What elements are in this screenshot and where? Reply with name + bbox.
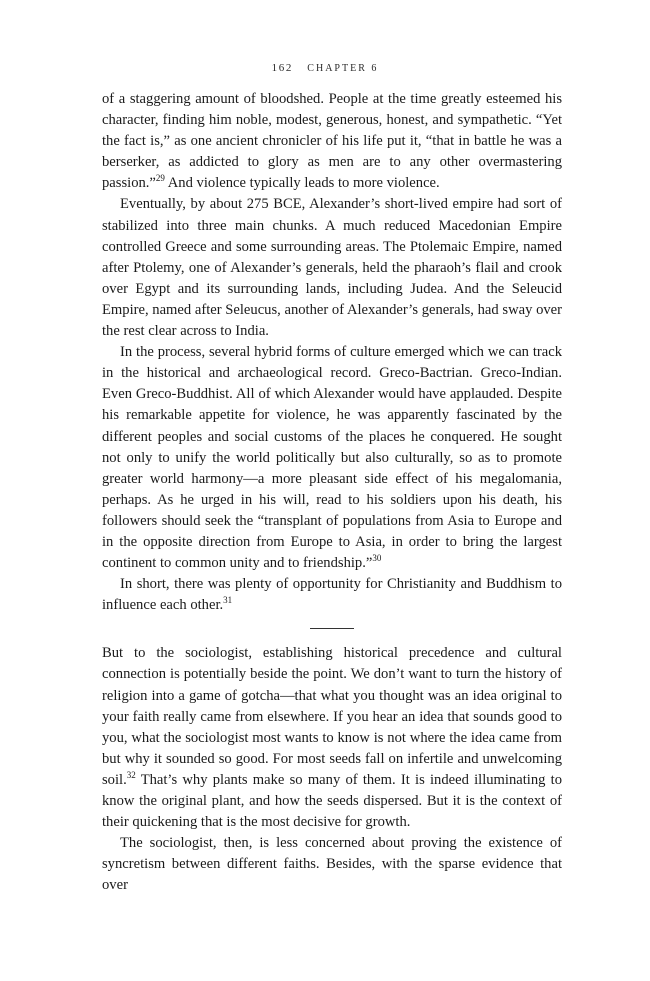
paragraph — [102, 643, 562, 833]
body-text — [102, 89, 562, 896]
paragraph — [102, 833, 562, 896]
footnote-marker: 31 — [223, 595, 233, 606]
chapter-label: CHAPTER 6 — [307, 63, 379, 74]
footnote-marker: 29 — [155, 173, 165, 184]
paragraph-text: In the process, several hybrid forms of culture emerged which we can track in the historical and archaeological record. Greco-Bactrian. Greco-Indian. Even Greco-Buddhist. All of which Alexander would have applauded. Despite his remarkable appetite for violence, he was apparently fascinated by the different peoples and social customs of the places he conquered. He sought not only to unify the world politically but also culturally, so as to promote greater world harmony—a more pleasant side effect of his megalomania, perhaps. As he urged in his will, read to his soldiers upon his death, his followers should seek the “transplant of populations from Asia to Europe and in the opposite direction from Europe to Asia, in order to bring the largest continent to common unity and to friendship.” — [102, 344, 562, 572]
running-head — [0, 62, 650, 74]
paragraph-text: In short, there was plenty of opportunity for Christianity and Buddhism to influence each other. — [102, 576, 562, 614]
footnote-marker: 32 — [126, 769, 136, 780]
paragraph — [102, 89, 562, 194]
paragraph-text: Eventually, by about 275 BCE, Alexander’s short-lived empire had sort of stabilized into three main chunks. A much reduced Macedonian Empire controlled Greece and some surrounding areas. The Ptolemaic Empire, named after Ptolemy, one of Alexander’s generals, held the pharaoh’s flail and crook over Egypt and its surrounding lands, including Judea. And the Seleucid Empire, named after Seleucus, another of Alexander’s generals, had sway over the rest clear across to India. — [102, 196, 562, 340]
paragraph-text: The sociologist, then, is less concerned about proving the existence of syncretism between different faiths. Besides, with the sparse evidence that over — [102, 835, 562, 894]
paragraph-text: And violence typically leads to more violence. — [164, 175, 440, 192]
paragraph-text: But to the sociologist, establishing historical precedence and cultural connection is potentially beside the point. We don’t want to turn the history of religion into a game of gotcha—that what you thought was an idea original to your faith really came from elsewhere. If you hear an idea that sounds good to you, what the sociologist most wants to know is not where the idea came from but why it sounded so good. For most seeds fall on infertile and unwelcoming soil. — [102, 645, 562, 788]
paragraph-text: That’s why plants make so many of them. It is indeed illuminating to know the original plant, and how the seeds dispersed. But it is the context of their quickening that is the most decisive for growth. — [102, 771, 562, 831]
paragraph-text: of a staggering amount of bloodshed. People at the time greatly esteemed his character, finding him noble, modest, generous, honest, and sympathetic. “Yet the fact is,” as one ancient chronicler of his life put it, “that in battle he was a berserker, as addicted to glory as men are to any other overmastering passion.” — [102, 91, 562, 192]
footnote-marker: 30 — [372, 553, 382, 564]
page-number: 162 — [271, 62, 293, 74]
paragraph — [102, 574, 562, 616]
section-break-rule — [310, 628, 354, 629]
paragraph — [102, 194, 562, 342]
paragraph — [102, 342, 562, 574]
